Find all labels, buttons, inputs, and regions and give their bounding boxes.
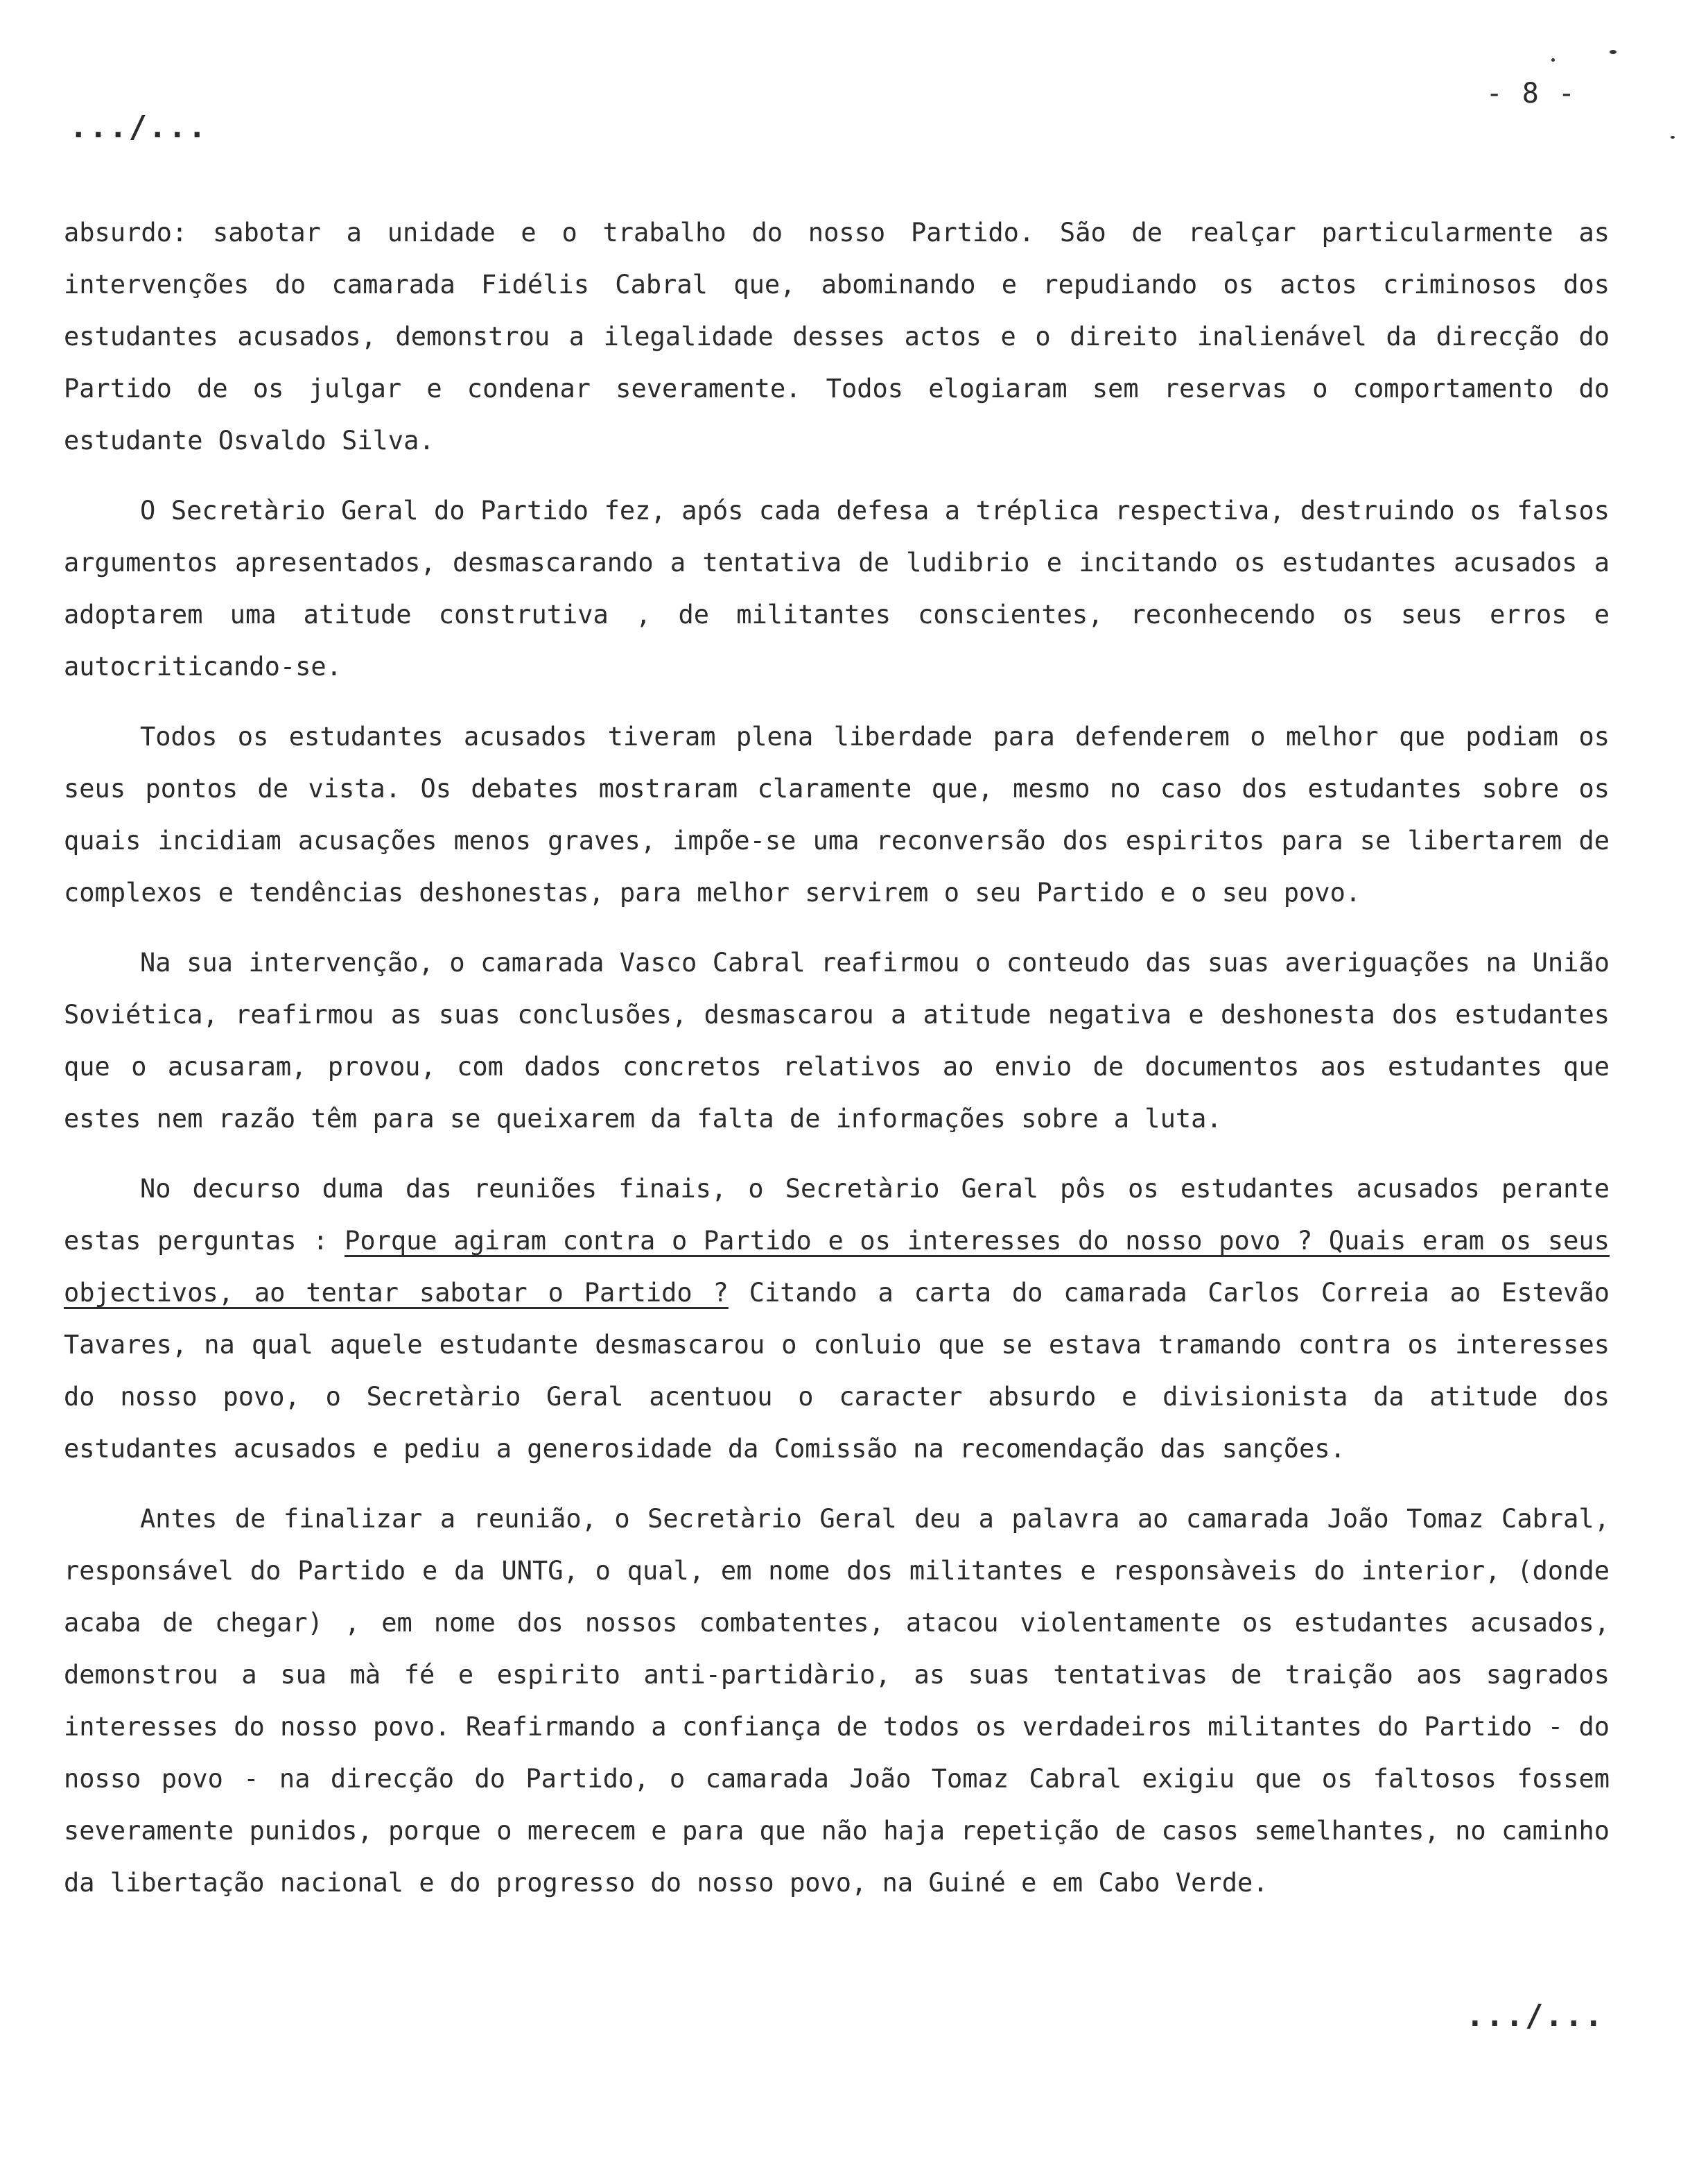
paragraph-3: Todos os estudantes acusados tiveram plena liberdade para defenderem o melhor que podiam os seus pontos de vista. Os debates mostraram claramente que, mesmo no caso dos estudantes sobre os quais incidiam acusações menos graves, impõe-se uma reconversão dos espiritos para se libertarem de complexos e tendências deshonestas, para melhor servirem o seu Partido e o seu povo. xyxy=(64,722,1610,908)
underlined-questions: Porque agiram contra o Partido e os interesses do nosso povo ? Quais eram os seus objectivos, ao tentar sabotar o Partido ? xyxy=(64,1226,1610,1308)
page-number: - 8 - xyxy=(1485,78,1576,110)
paragraph-6: Antes de finalizar a reunião, o Secretàrio Geral deu a palavra ao camarada João Tomaz Cabral, responsável do Partido e da UNTG, o qual, em nome dos militantes e responsàveis do interior, (donde acaba de chegar) , em nome dos nossos combatentes, atacou violentamente os estudantes acusados, demonstrou a sua mà fé e espirito anti-partidàrio, as suas tentativas de traição aos sagrados interesses do nosso povo. Reafirmando a confiança de todos os verdadeiros militantes do Partido - do nosso povo - na direcção do Partido, o camarada João Tomaz Cabral exigiu que os faltosos fossem severamente punidos, porque o merecem e para que não haja repetição de casos semelhantes, no caminho da libertação nacional e do progresso do nosso povo, na Guiné e em Cabo Verde. xyxy=(64,1504,1610,1898)
paragraph-5-lead: No decurso duma das reuniões finais, o Secretàrio Geral pôs os estudantes acusados perante estas perguntas : xyxy=(64,1174,1610,1256)
document-body xyxy=(64,207,1610,1927)
paragraph-4: Na sua intervenção, o camarada Vasco Cabral reafirmou o conteudo das suas averiguações na União Soviética, reafirmou as suas conclusões, desmascarou a atitude negativa e deshonesta dos estudantes que o acusaram, provou, com dados concretos relativos ao envio de documentos aos estudantes que estes nem razão têm para se queixarem da falta de informações sobre a luta. xyxy=(64,948,1610,1134)
paragraph-5 xyxy=(64,1163,1610,1475)
paragraph-1: absurdo: sabotar a unidade e o trabalho do nosso Partido. São de realçar particularmente as intervenções do camarada Fidélis Cabral que, abominando e repudiando os actos criminosos dos estudantes acusados, demonstrou a ilegalidade desses actos e o direito inalienável da direcção do Partido de os julgar e condenar severamente. Todos elogiaram sem reservas o comportamento do estudante Osvaldo Silva. xyxy=(64,218,1610,456)
paragraph-2: O Secretàrio Geral do Partido fez, após cada defesa a tréplica respectiva, destruindo os falsos argumentos apresentados, desmascarando a tentativa de ludibrio e incitando os estudantes acusados a adoptarem uma atitude construtiva , de militantes conscientes, reconhecendo os seus erros e autocriticando-se. xyxy=(64,496,1610,682)
scan-speck xyxy=(1671,136,1675,139)
continuation-mark-top: .../... xyxy=(69,110,208,145)
scan-speck xyxy=(1551,58,1555,62)
continuation-mark-bottom: .../... xyxy=(1465,1998,1604,2034)
paragraph-5-rest: Citando a carta do camarada Carlos Correia ao Estevão Tavares, na qual aquele estudante desmascarou o conluio que se estava tramando contra os interesses do nosso povo, o Secretàrio Geral acentuou o caracter absurdo e divisionista da atitude dos estudantes acusados e pediu a generosidade da Comissão na recomendação das sanções. xyxy=(64,1278,1610,1464)
scan-speck xyxy=(1610,50,1617,54)
